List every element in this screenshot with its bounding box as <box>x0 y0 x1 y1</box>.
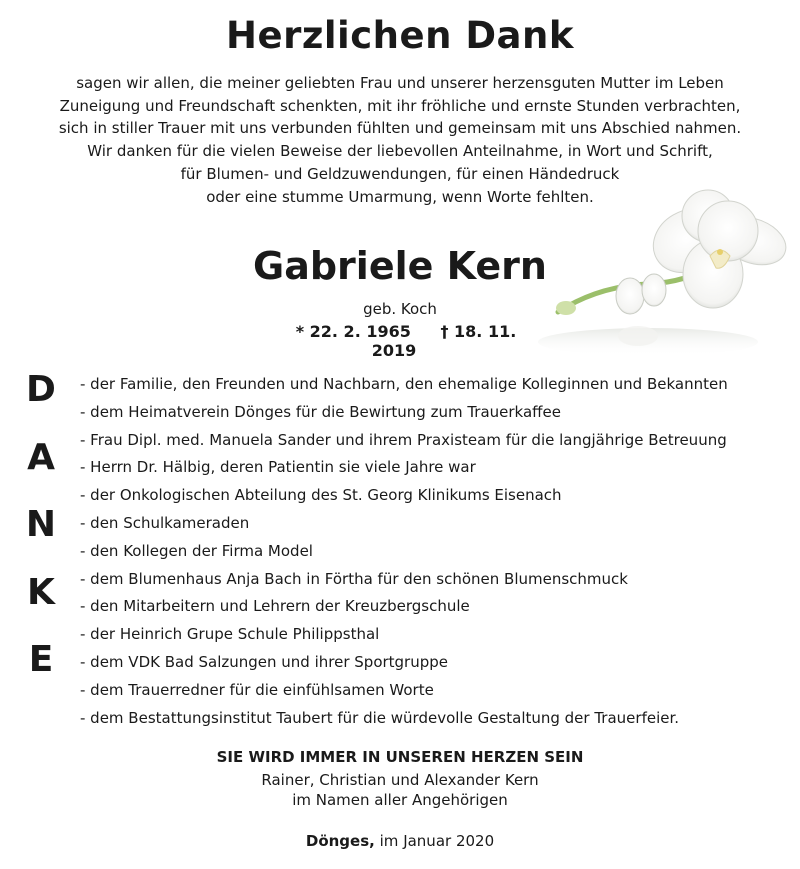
place-town: Dönges, <box>305 832 375 850</box>
intro-line: sich in stiller Trauer mit uns verbunden fühlten und gemeinsam mit uns Abschied nahmen. <box>58 119 742 138</box>
intro-line: für Blumen- und Geldzuwendungen, für einen Händedruck <box>180 164 620 183</box>
list-item: - der Familie, den Freunden und Nachbarn, den ehemalige Kolleginnen und Bekannten <box>80 375 728 393</box>
notice-heading: Herzlichen Dank <box>226 14 574 57</box>
danke-letter: N <box>25 504 57 545</box>
closing-motto: SIE WIRD IMMER IN UNSEREN HERZEN SEIN <box>216 748 584 766</box>
list-item: - dem Blumenhaus Anja Bach in Förtha für den schönen Blumenschmuck <box>80 569 628 588</box>
signatories: Rainer, Christian und Alexander Kern <box>261 771 539 789</box>
place-date-text: im Januar 2020 <box>379 832 495 850</box>
danke-letter: D <box>26 369 56 410</box>
danke-letter: A <box>27 436 55 478</box>
list-item: - Herrn Dr. Hälbig, deren Patientin sie viele Jahre war <box>80 458 476 477</box>
on-behalf-line: im Namen aller Angehörigen <box>292 791 508 809</box>
list-item: - der Heinrich Grupe Schule Philippsthal <box>80 625 380 644</box>
list-item: - den Kollegen der Firma Model <box>80 541 313 560</box>
list-item: - der Onkologischen Abteilung des St. Georg Klinikums Eisenach <box>80 486 562 505</box>
death-date: † 18. 11. 2019 <box>371 322 517 360</box>
list-item: - dem VDK Bad Salzungen und ihrer Sportgruppe <box>80 652 449 671</box>
danke-letter: E <box>28 639 54 680</box>
intro-line: Zuneigung und Freundschaft schenkten, mit ihr fröhliche und ernste Stunden verbrachten, <box>59 96 741 115</box>
list-item: - den Schulkameraden <box>80 513 250 532</box>
list-item: - dem Bestattungsinstitut Taubert für die würdevolle Gestaltung der Trauerfeier. <box>80 708 680 727</box>
closing-block <box>0 748 800 810</box>
danke-letter: K <box>27 571 55 613</box>
birth-name: geb. Koch <box>363 300 437 318</box>
list-item: - dem Heimatverein Dönges für die Bewirtung zum Trauerkaffee <box>80 402 561 421</box>
list-item: - Frau Dipl. med. Manuela Sander und ihrem Praxisteam für die langjährige Betreuung <box>80 430 727 449</box>
deceased-name: Gabriele Kern <box>253 244 547 288</box>
place-date <box>0 832 800 850</box>
thanks-list <box>80 375 785 736</box>
list-item: - dem Trauerredner für die einfühlsamen Worte <box>80 680 434 699</box>
list-item: - den Mitarbeitern und Lehrern der Kreuzbergschule <box>80 597 470 616</box>
birth-date: * 22. 2. 1965 <box>295 322 411 341</box>
intro-line: Wir danken für die vielen Beweise der liebevollen Anteilnahme, in Wort und Schrift, <box>87 142 713 161</box>
orchid-image <box>538 186 800 366</box>
life-dates <box>260 322 540 360</box>
danke-vertical-word <box>18 369 64 710</box>
intro-line: sagen wir allen, die meiner geliebten Frau und unserer herzensguten Mutter im Leben <box>76 74 724 92</box>
intro-line: oder eine stumme Umarmung, wenn Worte fehlten. <box>206 187 594 206</box>
